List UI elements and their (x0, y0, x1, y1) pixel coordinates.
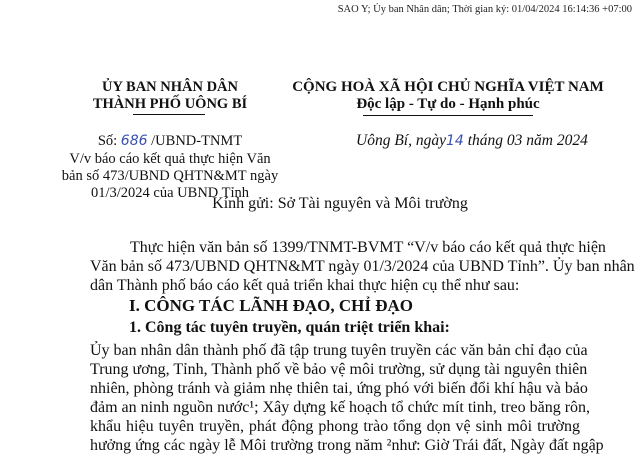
recipient: Kính gửi: Sở Tài nguyên và Môi trường (212, 195, 468, 212)
body-line: đảm an ninh nguồn nước¹; Xây dựng kế hoạch tổ chức mít tinh, treo băng rôn, (90, 399, 591, 416)
number-suffix: /UBND-TNMT (151, 133, 243, 149)
subject-line: bản số 473/UBND QHTN&MT ngày (61, 168, 279, 184)
national-title: CỘNG HOÀ XÃ HỘI CHỦ NGHĨA VIỆT NAM (292, 79, 604, 95)
body-line: nhiên, phòng tránh và giảm nhẹ thiên tai, ứng phó với biến đổi khí hậu và bảo (90, 380, 588, 397)
motto-underline (363, 115, 533, 116)
number-label: Số: (97, 133, 118, 149)
national-motto: Độc lập - Tự do - Hạnh phúc (356, 96, 540, 112)
subject-line: 01/3/2024 của UBND Tỉnh (90, 185, 250, 201)
date-prefix: Uông Bí, ngày (356, 132, 446, 149)
section-heading: I. CÔNG TÁC LÃNH ĐẠO, CHỈ ĐẠO (129, 296, 413, 315)
digital-signature-stamp: SAO Y; Ủy ban Nhân dân; Thời gian ký: 01/04/2024 16:14:36 +07:00 (337, 4, 632, 15)
body-line: khẩu hiệu tuyên truyền, phát động phong trào tổng dọn vệ sinh môi trường (90, 418, 580, 435)
issuer-city: THÀNH PHỐ UÔNG BÍ (92, 96, 248, 112)
intro-line: Văn bản số 473/UBND QHTN&MT ngày 01/3/2024 của UBND Tỉnh”. Ủy ban nhân (90, 258, 635, 275)
intro-line: Thực hiện văn bản số 1399/TNMT-BVMT “V/v báo cáo kết quả thực hiện (130, 239, 606, 256)
handwritten-day: 14 (445, 133, 464, 149)
intro-line: dân Thành phố báo cáo kết quả triển khai thực hiện cụ thể như sau: (90, 277, 520, 294)
subsection-heading: 1. Công tác tuyên truyền, quán triệt triển khai: (129, 319, 450, 336)
subject-line: V/v báo cáo kết quả thực hiện Văn (69, 151, 271, 167)
body-line: hưởng ứng các ngày lễ Môi trường trong năm ²như: Giờ Trái đất, Ngày đất ngập (90, 437, 604, 454)
issuer-underline (133, 114, 205, 115)
body-line: Ủy ban nhân dân thành phố đã tập trung tuyên truyền các văn bản chỉ đạo của (90, 342, 588, 359)
document-number (98, 133, 242, 150)
handwritten-number: 686 (120, 133, 148, 149)
date-suffix: tháng 03 năm 2024 (467, 132, 588, 149)
document-date (356, 132, 588, 150)
body-line: Trung ương, Tỉnh, Thành phố về bảo vệ môi trường, sử dụng tài nguyên thiên (90, 361, 588, 378)
issuer-name: ỦY BAN NHÂN DÂN (101, 79, 239, 95)
